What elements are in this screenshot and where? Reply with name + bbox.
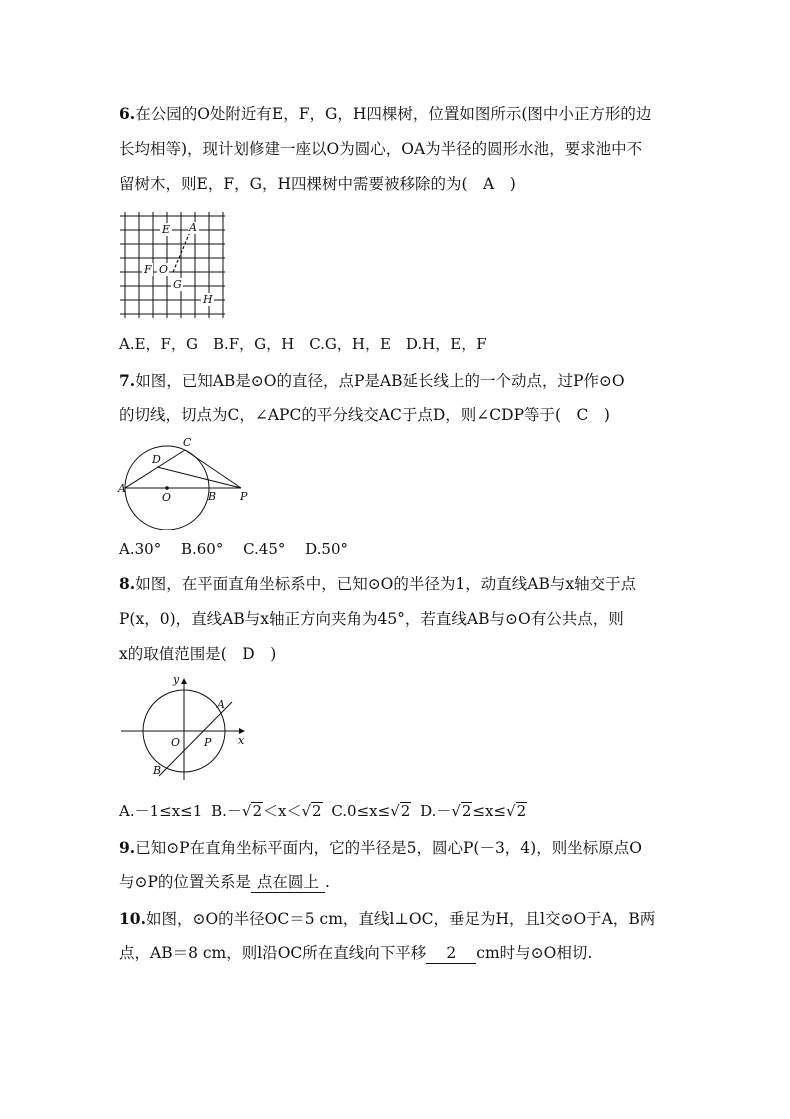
q6-label-a: A — [189, 221, 197, 234]
q6-grid-figure — [115, 210, 230, 320]
q8-line2: P(x，0)，直线AB与x轴正方向夹角为45°，若直线AB与⊙O有公共点，则 — [119, 610, 624, 628]
q8-coordinate-figure — [115, 672, 250, 782]
q7-number: 7. — [119, 371, 136, 390]
q8-number: 8. — [119, 574, 136, 593]
q8-label-b: B — [153, 764, 162, 777]
q7-label-b: B — [208, 490, 217, 503]
q6-line1: 6.在公园的O处附近有E，F，G，H四棵树，位置如图所示(图中小正方形的边 — [119, 104, 652, 123]
q10-line2: 点，AB＝8 cm，则l沿OC所在直线向下平移 2 cm时与⊙O相切. — [119, 944, 593, 962]
q9-number: 9. — [119, 838, 136, 857]
q8-line3: x的取值范围是( D ) — [119, 645, 277, 663]
q6-label-o: O — [159, 263, 169, 276]
q7-label-c: C — [183, 436, 192, 449]
q8-line1: 8.如图，在平面直角坐标系中，已知⊙O的半径为1，动直线AB与x轴交于点 — [119, 574, 637, 593]
q8-label-y: y — [173, 673, 180, 686]
q7-label-p: P — [240, 490, 248, 503]
q8-option-c: C.0≤x≤√2 — [331, 802, 411, 820]
q7-circle-figure — [115, 435, 255, 530]
q7-label-o: O — [162, 491, 172, 504]
q8-label-o: O — [171, 736, 181, 749]
q7-line2: 的切线，切点为C，∠APC的平分线交AC于点D，则∠CDP等于( C ) — [119, 406, 610, 424]
q7-line1: 7.如图，已知AB是⊙O的直径，点P是AB延长线上的一个动点，过P作⊙O — [119, 371, 625, 390]
q8-label-x: x — [238, 734, 245, 747]
q6-label-g: G — [173, 278, 182, 291]
q9-line2: 与⊙P的位置关系是 点在圆上 . — [119, 873, 330, 891]
q6-label-h: H — [203, 293, 213, 306]
q6-line3: 留树木，则E，F，G，H四棵树中需要被移除的为( A ) — [119, 175, 516, 193]
q8-label-a: A — [217, 698, 225, 711]
q6-label-e: E — [162, 223, 171, 236]
q6-number: 6. — [119, 104, 136, 123]
q7-options: A.30° B.60° C.45° D.50° — [119, 540, 349, 558]
q8-options — [119, 800, 527, 821]
q7-label-d: D — [152, 453, 161, 466]
q10-answer-blank: 2 — [426, 943, 476, 964]
q8-option-a: A.－1≤x≤1 — [119, 802, 203, 820]
q10-line1: 10.如图，⊙O的半径OC＝5 cm，直线l⊥OC，垂足为H，且l交⊙O于A，B两 — [119, 909, 656, 928]
q9-answer-blank: 点在圆上 — [251, 872, 325, 893]
q9-line1: 9.已知⊙P在直角坐标平面内，它的半径是5，圆心P(－3，4)，则坐标原点O — [119, 838, 642, 857]
q6-label-f: F — [144, 263, 152, 276]
q7-label-a: A — [118, 482, 126, 495]
q10-number: 10. — [119, 909, 146, 928]
q6-options: A.E，F，G B.F，G，H C.G，H，E D.H，E，F — [119, 335, 487, 353]
q8-option-b: B.－√2＜x＜√2 — [211, 802, 322, 820]
q8-label-p: P — [204, 736, 212, 749]
q8-option-d: D.－√2≤x≤√2 — [420, 802, 527, 820]
q6-line2: 长均相等)，现计划修建一座以O为圆心，OA为半径的圆形水池，要求池中不 — [119, 140, 643, 158]
